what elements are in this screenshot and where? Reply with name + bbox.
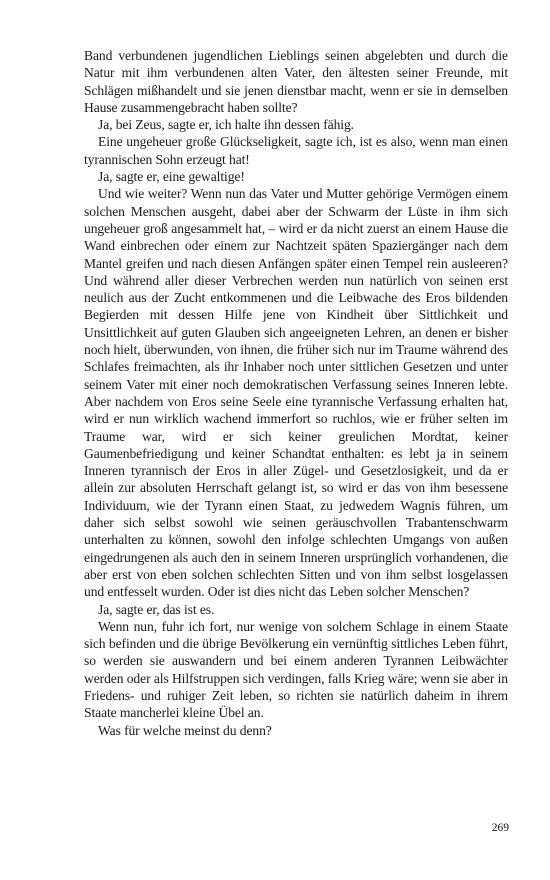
paragraph: Wenn nun, fuhr ich fort, nur wenige von solchem Schlage in einem Staate sich befinden und die übrige Bevölkerung ein vernünftig sittliches Leben führt, so werden sie auswandern und bei einem anderen Tyrannen Leibwächter werden oder als Hilfstruppen sich verdingen, falls Krieg wäre; wenn sie aber in Friedens- und ruhiger Zeit leben, so richten sie natürlich daheim in ihrem Staate mancherlei kleine Übel an. bbox=[84, 618, 508, 721]
paragraph: Was für welche meinst du denn? bbox=[98, 722, 272, 738]
page-number: 269 bbox=[491, 822, 509, 834]
paragraph: Und wie weiter? Wenn nun das Vater und Mutter gehörige Vermögen einem solchen Menschen ausgeht, dabei aber der Schwarm der Lüste in ihm sich ungeheuer groß angesammelt hat, – wird er da nicht zuerst an einem Hause die Wand einbrechen oder einem zur Nachtzeit späten Spaziergänger nach dem Mantel greifen und nach diesen Anfängen später einen Tempel rein ausleeren? Und während aller dieser Verbrechen werden nun natürlich von seinen erst neulich aus der Zucht entkommenen und die Leibwache des Eros bildenden Begierden mit dessen Hilfe jene von Kindheit über Sittlichkeit und Unsittlichkeit auf guten Glauben sich angeeigneten Lehren, an denen er bisher noch hielt, überwunden, von ihnen, die früher sich nur im Traume während des Schlafes freimachten, als ihr Inhaber noch unter sittlichen Gesetzen und unter seinem Vater mit einer noch demokratischen Verfassung seines Inneren lebte. Aber nachdem von Eros seine Seele eine tyrannische Verfassung erhalten hat, wird er nun wirklich wachend immerfort so ruchlos, wie er früher selten im Traume war, wird er sich keiner greulichen Mordtat, keiner Gaumenbefriedigung und keiner Schandtat enthalten: es lebt ja in seinem Inneren tyrannisch der Eros in aller Zügel- und Gesetzlosigkeit, und da er allein zur absoluten Herrschaft gelangt ist, so wird er das von ihm besessene Individuum, wie der Tyrann einen Staat, zu jedwedem Wagnis führen, um daher sich selbst sowohl wie seinen geräuschvollen Trabantenschwarm unterhalten zu können, sowohl den infolge schlechten Umgangs von außen eingedrungenen als auch den in seinem Inneren ursprünglich vorhandenen, die aber erst von eben solchen schlechten Sitten und von ihm selbst losgelassen und entfesselt wurden. Oder ist dies nicht das Leben solcher Menschen? bbox=[84, 186, 508, 600]
body-text bbox=[84, 47, 508, 739]
paragraph: Ja, sagte er, das ist es. bbox=[98, 601, 215, 617]
paragraph: Band verbundenen jugendlichen Lieblings seinen abgelebten und durch die Natur mit ihm verbundenen alten Vater, den ältesten seiner Freunde, mit Schlägen mißhandelt und sie jenen dienstbar macht, wenn er sie in demselben Hause zusammengebracht haben sollte? bbox=[84, 48, 508, 115]
paragraph: Ja, sagte er, eine gewaltige! bbox=[98, 169, 245, 185]
paragraph: Ja, bei Zeus, sagte er, ich halte ihn dessen fähig. bbox=[98, 117, 354, 133]
paragraph: Eine ungeheuer große Glückseligkeit, sagte ich, ist es also, wenn man einen tyrannischen Sohn erzeugt hat! bbox=[84, 134, 508, 167]
